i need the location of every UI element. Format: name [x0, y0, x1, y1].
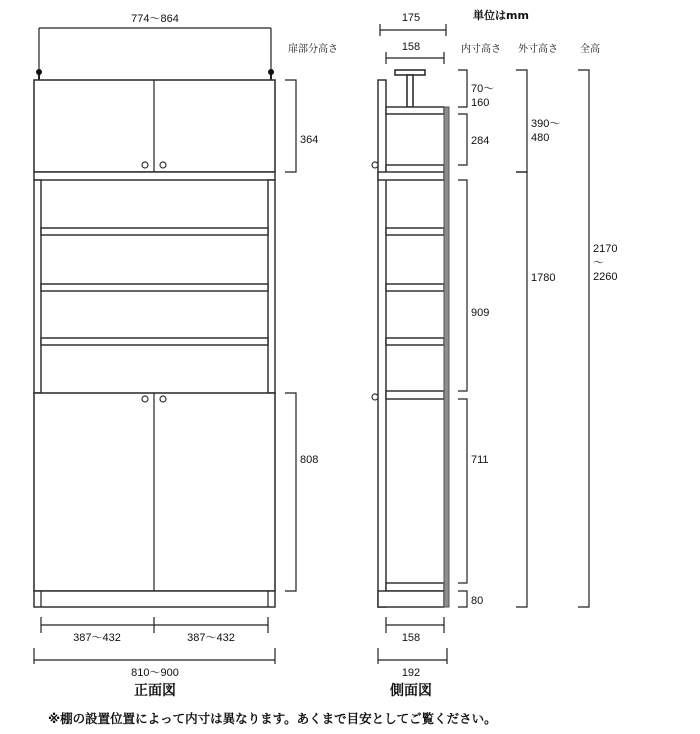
upper-right-knob: [160, 162, 166, 168]
top-width-label: 774～864: [131, 13, 179, 25]
top-gap-label-1: 70～: [471, 83, 495, 95]
upper-door-height-bracket: [285, 80, 318, 172]
top-inner-depth-label: 158: [401, 41, 421, 53]
outer-upper-label-2: 480: [531, 132, 550, 144]
total-height-column: [578, 70, 617, 607]
side-door-panel: [378, 80, 386, 607]
total-height-header: 全高: [580, 44, 600, 55]
outer-height-header: 外寸高さ: [518, 44, 558, 55]
unit-label: 単位はmm: [473, 9, 529, 22]
lower-cabinet-height-label: 711: [471, 454, 489, 466]
door-height-header: 扉部分高さ: [288, 44, 338, 55]
upper-cabinet-height-label: 284: [471, 135, 490, 147]
side-plinth: [378, 591, 444, 607]
outer-height-column: [516, 70, 560, 607]
inner-width-dimension: [41, 617, 268, 644]
total-height-label-1: 2170: [593, 243, 618, 255]
shelf-board-1: [41, 228, 268, 235]
outer-main-label: 1780: [531, 272, 556, 284]
shelf-board-3: [41, 338, 268, 345]
upper-door-height-label: 364: [300, 134, 319, 146]
front-view: [34, 13, 318, 699]
side-back-board: [444, 107, 449, 607]
side-view-title: 側面図: [390, 683, 432, 699]
top-outer-depth-dimension: [380, 12, 446, 36]
tension-post-right: [268, 69, 274, 80]
side-top-board: [386, 107, 444, 114]
tension-post-left: [36, 69, 42, 80]
side-upper-knob: [372, 162, 378, 168]
total-width-dimension: [34, 648, 275, 679]
side-view: [372, 12, 449, 699]
side-lower-top-board: [386, 391, 444, 399]
top-outer-depth-label: 175: [401, 12, 421, 24]
side-lower-knob: [372, 394, 378, 400]
lower-right-knob: [160, 396, 166, 402]
plinth: [34, 591, 275, 607]
bottom-inner-depth-label: 158: [401, 632, 421, 644]
ceiling-tensioner: [395, 70, 425, 107]
top-inner-depth-dimension: [386, 41, 444, 64]
footnote: ※棚の設置位置によって内寸は異なります。あくまで目安としてご覧ください。: [48, 711, 497, 726]
top-width-dimension: [39, 13, 271, 72]
middle-shelves-height-label: 909: [471, 307, 490, 319]
total-height-label-3: 2260: [593, 271, 618, 283]
side-shelf-3: [386, 338, 444, 345]
outer-upper-label-1: 390～: [531, 118, 561, 130]
bottom-outer-depth-label: 192: [401, 667, 421, 679]
lower-door-height-label: 808: [300, 454, 319, 466]
upper-divider-board: [34, 172, 275, 180]
side-shelf-2: [386, 284, 444, 291]
right-inner-width-label: 387～432: [187, 632, 235, 644]
upper-left-knob: [142, 162, 148, 168]
lower-left-knob: [142, 396, 148, 402]
bottom-inner-depth-dimension: [386, 617, 444, 644]
left-inner-width-label: 387～432: [73, 632, 121, 644]
total-width-label: 810～900: [131, 667, 179, 679]
plinth-height-label: 80: [471, 595, 484, 607]
shelf-board-2: [41, 284, 268, 291]
left-side-panel: [34, 180, 41, 393]
front-view-title: 正面図: [134, 683, 176, 699]
right-side-panel: [268, 180, 275, 393]
side-shelf-1: [386, 228, 444, 235]
top-gap-label-2: 160: [471, 97, 490, 109]
lower-door-height-bracket: [285, 393, 318, 591]
inner-height-column: [458, 70, 494, 607]
bottom-outer-depth-dimension: [378, 648, 447, 679]
total-height-label-2: ～: [593, 257, 604, 269]
inner-height-header: 内寸高さ: [461, 44, 501, 55]
side-bottom-board: [386, 583, 444, 591]
side-divider-board: [378, 172, 444, 180]
